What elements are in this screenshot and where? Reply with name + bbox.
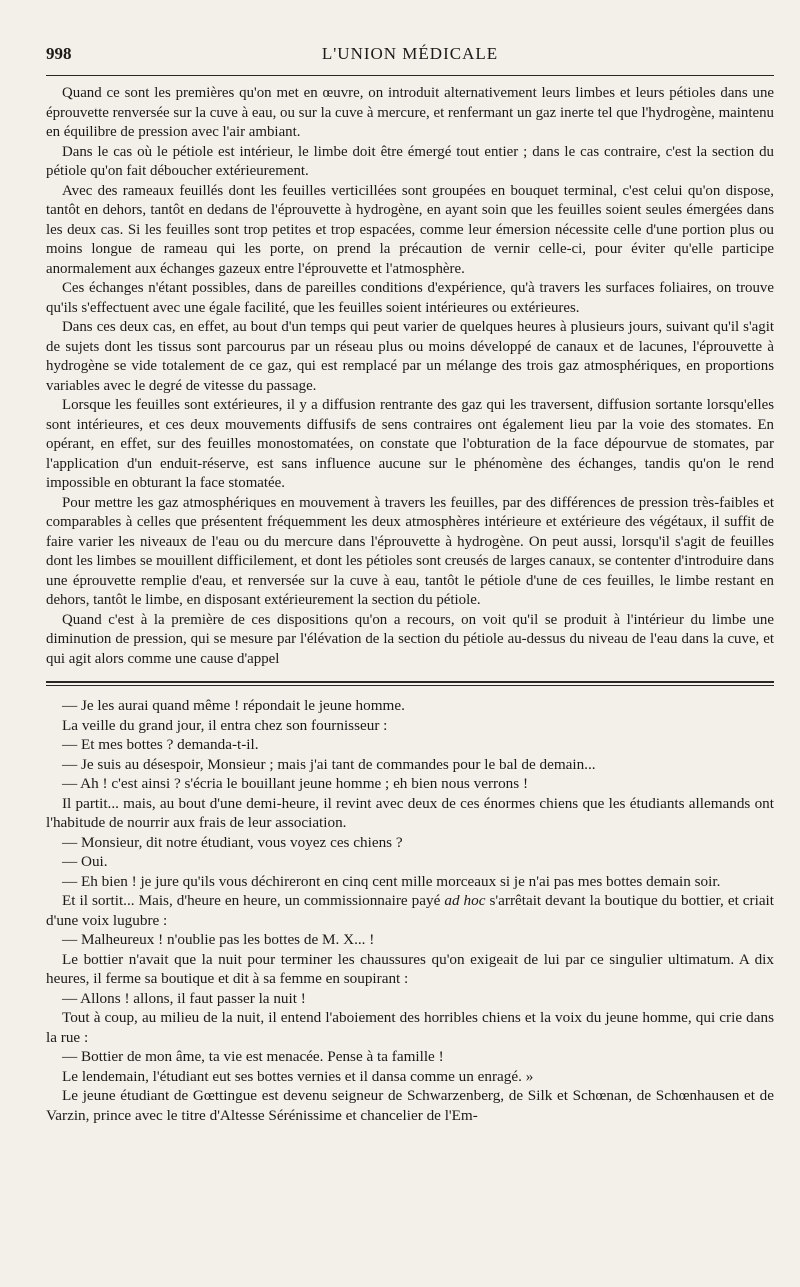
feuilleton-paragraph: [46, 891, 774, 930]
feuilleton-paragraph: — Je suis au désespoir, Monsieur ; mais j'ai tant de commandes pour le bal de demain...: [62, 755, 596, 773]
feuilleton-paragraph: — Ah ! c'est ainsi ? s'écria le bouillant jeune homme ; eh bien nous verrons !: [62, 775, 529, 792]
article-paragraph: Quand ce sont les premières qu'on met en œuvre, on introduit alternativement leurs limbes et leurs pétioles dans une éprouvette renversée sur la cuve à eau, ou sur la cuve à mercure, et renfermant un gaz inerte tel que l'hydrogène, maintenu en équilibre de pression avec l'air ambiant.: [46, 85, 774, 140]
feuilleton-paragraph: — Bottier de mon âme, ta vie est menacée. Pense à ta famille !: [62, 1048, 444, 1065]
feuilleton-paragraph: — Oui.: [62, 853, 108, 870]
article-body: [46, 84, 774, 669]
feuilleton-body: [46, 696, 774, 1125]
article-paragraph: Dans ces deux cas, en effet, au bout d'un temps qui peut varier de quelques heures à plusieurs jours, suivant qu'il s'agit de sujets dont les tissus sont parcourus par un réseau plus ou moins développé de canaux et de lacunes, l'éprouvette à hydrogène se vide totalement de ce gaz, qui est remplacé par un mélange des trois gaz atmosphériques, en proportions variables avec le degré de vitesse du passage.: [46, 319, 774, 394]
feuilleton-paragraph: Tout à coup, au milieu de la nuit, il entend l'aboiement des horribles chiens et la voix du jeune homme, qui crie dans la rue :: [46, 1009, 774, 1046]
feuilleton-paragraph: Le lendemain, l'étudiant eut ses bottes vernies et il dansa comme un enragé. »: [62, 1067, 534, 1085]
article-paragraph: Lorsque les feuilles sont extérieures, il y a diffusion rentrante des gaz qui les traversent, diffusion sortante lorsqu'elles sont intérieures, et ces deux mouvements diffusifs de sens contraires ont également lieu par la voie des stomates. En opérant, en effet, sur des feuilles monostomatées, on constate que l'obturation de la face dépourvue de stomates, par l'application d'un enduit-réserve, est sans influence aucune sur le phénomène des échanges, tandis qu'on le rend impossible en obturant la face stomatée.: [46, 397, 774, 491]
text-run: Et il sortit... Mais, d'heure en heure, un commissionnaire payé: [62, 892, 445, 909]
feuilleton-paragraph: — Malheureux ! n'oublie pas les bottes de M. X... !: [62, 931, 375, 948]
feuilleton-paragraph: — Eh bien ! je jure qu'ils vous déchireront en cinq cent mille morceaux si je n'ai pas mes bottes demain soir.: [62, 872, 721, 890]
feuilleton-separator: [46, 681, 774, 686]
article-paragraph: Pour mettre les gaz atmosphériques en mouvement à travers les feuilles, par des différences de pression très-faibles et comparables à celles que présentent fréquemment les deux atmosphères intérieure et extérieure des végétaux, il suffit de faire varier les niveaux de l'eau ou du mercure dans l'éprouvette à hydrogène. On peut aussi, lorsqu'il s'agit de feuilles dont les limbes se mouillent difficilement, et dont les pétioles sont creusés de larges canaux, se contenter d'introduire dans une éprouvette remplie d'eau, et renversée sur la cuve à eau, tantôt le pétiole d'une de ces feuilles, le limbe restant en dehors, tantôt le limbe, en disposant extérieurement la section du pétiole.: [46, 494, 774, 608]
journal-title: L'UNION MÉDICALE: [321, 44, 499, 63]
page-number: 998: [46, 44, 72, 63]
feuilleton-paragraph: Il partit... mais, au bout d'une demi-heure, il revint avec deux de ces énormes chiens que les étudiants allemands ont l'habitude de nourrir aux frais de leur association.: [46, 794, 774, 831]
feuilleton-paragraph: Le jeune étudiant de Gœttingue est devenu seigneur de Schwarzenberg, de Silk et Schœnan, de Schœnhausen et de Varzin, prince avec le titre d'Altesse Sérénissime et chancelier de l'Em-: [46, 1087, 774, 1124]
article-paragraph: Dans le cas où le pétiole est intérieur, le limbe doit être émergé tout entier ; dans le cas contraire, c'est la section du pétiole qu'on fait déboucher extérieurement.: [46, 143, 774, 179]
feuilleton-paragraph: — Monsieur, dit notre étudiant, vous voyez ces chiens ?: [62, 833, 403, 851]
italic-text: ad hoc: [444, 892, 486, 909]
feuilleton-paragraph: La veille du grand jour, il entra chez son fournisseur :: [62, 716, 388, 734]
header-rule: [46, 75, 774, 76]
feuilleton-paragraph: — Je les aurai quand même ! répondait le jeune homme.: [62, 697, 405, 714]
feuilleton-paragraph: — Et mes bottes ? demanda-t-il.: [62, 736, 259, 753]
page-header: [46, 44, 774, 72]
text-run: s'arrêtait devant la boutique du bottier, et criait d'une voix lugubre :: [46, 892, 774, 929]
feuilleton-paragraph: Le bottier n'avait que la nuit pour terminer les chaussures qu'on exigeait de lui par ce singulier ultimatum. A dix heures, il ferme sa boutique et dit à sa femme en soupirant :: [46, 950, 774, 987]
article-paragraph: Avec des rameaux feuillés dont les feuilles verticillées sont groupées en bouquet terminal, c'est celui qu'on dispose, tantôt en dehors, tantôt en dedans de l'éprouvette à hydrogène, en ayant soin que les feuilles soient seules émergées dans les deux cas. Si les feuilles sont trop petites et trop espacées, comme leur émersion nécessite celle d'une portion plus ou moins longue de rameau qui les porte, on prend la précaution de vernir celle-ci, pour éviter qu'elle participe anormalement aux échanges gazeux entre l'éprouvette et l'atmosphère.: [46, 182, 774, 277]
article-paragraph: Ces échanges n'étant possibles, dans de pareilles conditions d'expérience, qu'à travers les surfaces foliaires, on trouve qu'ils s'effectuent avec une égale facilité, que les feuilles soient intérieures ou extérieures.: [46, 280, 774, 316]
feuilleton-paragraph: — Allons ! allons, il faut passer la nuit !: [62, 989, 306, 1007]
article-paragraph: Quand c'est à la première de ces dispositions qu'on a recours, on voit qu'il se produit à l'intérieur du limbe une diminution de pression, qui se mesure par l'élévation de la section du pétiole au-dessus du niveau de l'eau dans la cuve, et qui agit alors comme une cause d'appel: [46, 611, 774, 667]
